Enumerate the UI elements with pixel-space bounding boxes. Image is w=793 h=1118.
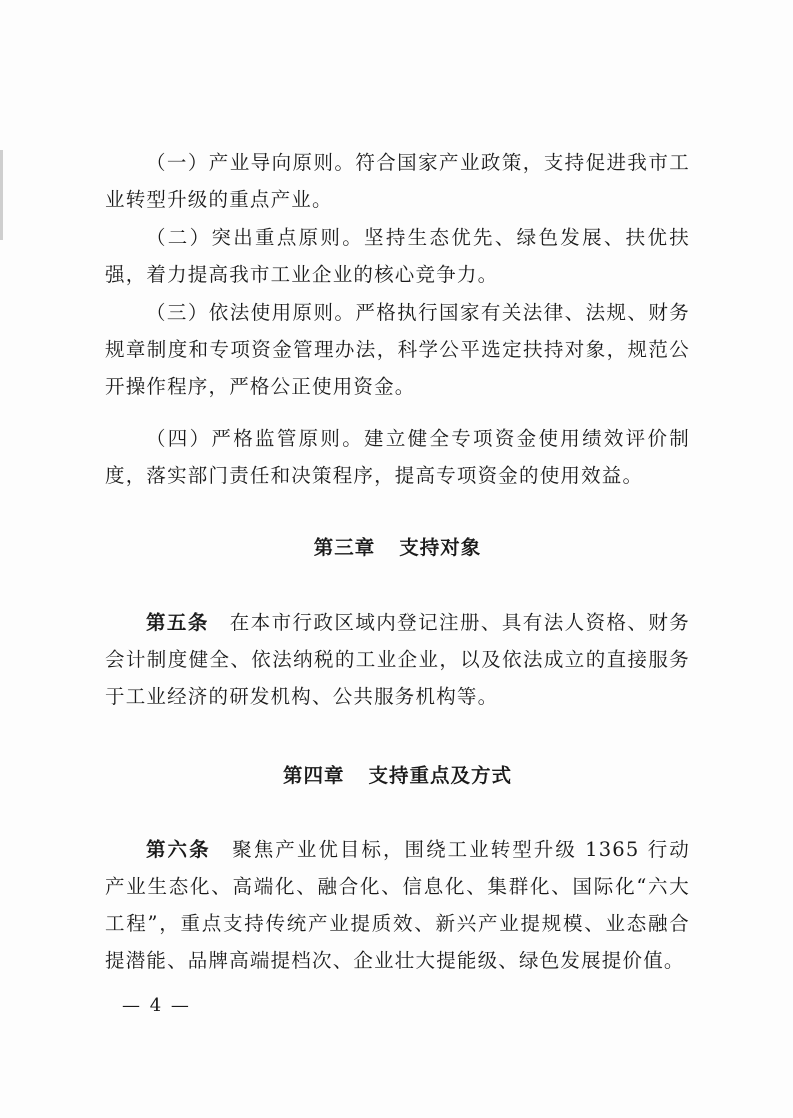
chapter-title: 支持对象 bbox=[399, 536, 482, 559]
article-text: 在本市行政区域内登记注册、具有法人资格、财务会计制度健全、依法纳税的工业企业，以及依法成立的直接服务于工业经济的研发机构、公共服务机构等。 bbox=[105, 611, 690, 708]
page-number: — 4 — bbox=[122, 995, 191, 1016]
article-label: 第六条 bbox=[146, 838, 211, 861]
article-label: 第五条 bbox=[146, 611, 209, 634]
article-6-paragraph bbox=[105, 831, 690, 979]
chapter-heading-4 bbox=[105, 760, 690, 788]
chapter-heading-3 bbox=[105, 532, 690, 560]
scan-edge-mark bbox=[0, 150, 3, 240]
article-text: 聚焦产业优目标，围绕工业转型升级 1365 行动产业生态化、高端化、融合化、信息化、集群化、国际化“六大工程”，重点支持传统产业提质效、新兴产业提规模、业态融合提潜能、品牌高端提档次、企业壮大提能级、绿色发展提价值。 bbox=[105, 838, 691, 972]
principle-paragraph-4: （四）严格监管原则。建立健全专项资金使用绩效评价制度，落实部门责任和决策程序，提高专项资金的使用效益。 bbox=[105, 427, 690, 487]
article-5-paragraph bbox=[105, 604, 690, 715]
principle-paragraph-2: （二）突出重点原则。坚持生态优先、绿色发展、扶优扶强，着力提高我市工业企业的核心竞争力。 bbox=[105, 226, 690, 286]
chapter-title: 支持重点及方式 bbox=[368, 764, 513, 787]
chapter-number: 第四章 bbox=[282, 764, 345, 787]
chapter-number: 第三章 bbox=[313, 536, 376, 559]
principle-paragraph-3: （三）依法使用原则。严格执行国家有关法律、法规、财务规章制度和专项资金管理办法，科学公平选定扶持对象，规范公开操作程序，严格公正使用资金。 bbox=[105, 301, 690, 398]
principle-paragraph-1: （一）产业导向原则。符合国家产业政策，支持促进我市工业转型升级的重点产业。 bbox=[105, 151, 690, 211]
